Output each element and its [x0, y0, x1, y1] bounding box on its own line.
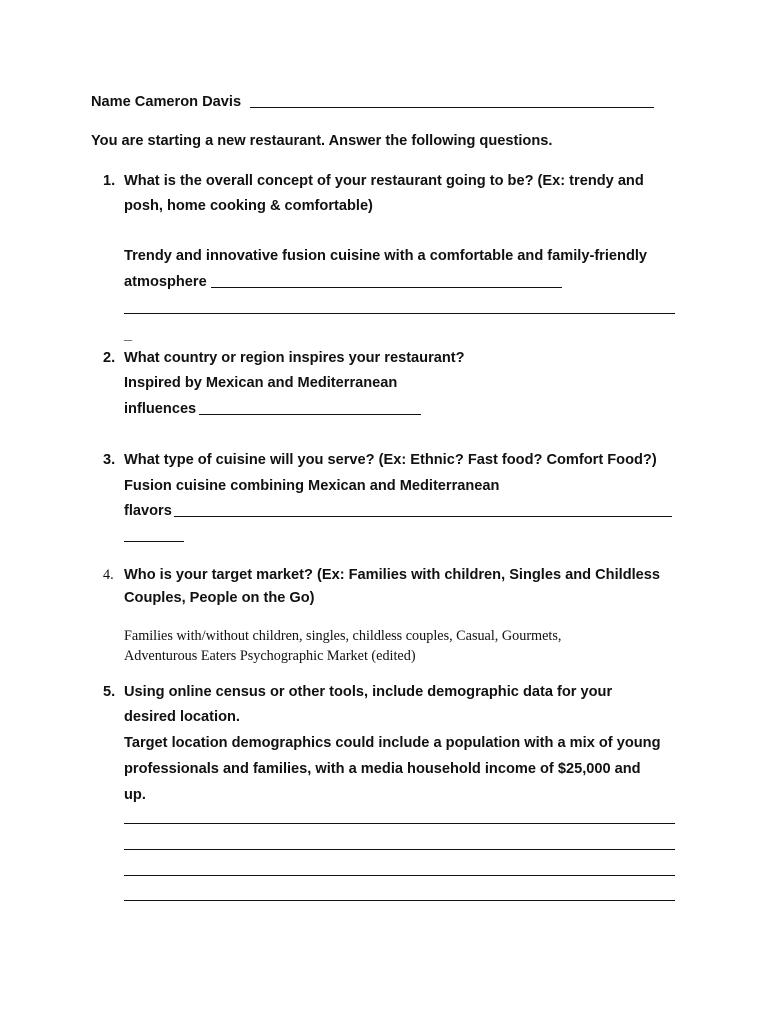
question-2-blank-line	[199, 414, 421, 415]
question-1-blank-line-b	[124, 313, 675, 314]
question-3-prompt-line-1: What type of cuisine will you serve? (Ex: Ethnic? Fast food? Comfort Food?)	[124, 452, 657, 468]
question-1-answer-line-1: Trendy and innovative fusion cuisine with a comfortable and family-friendly	[124, 248, 648, 264]
question-1-blank-line-a	[211, 287, 562, 288]
question-5-answer-line-2: professionals and families, with a media household income of $25,000 and	[124, 761, 641, 777]
question-3-answer-line-1: Fusion cuisine combining Mexican and Mediterranean	[124, 478, 500, 494]
question-5-blank-line-3	[124, 875, 675, 876]
question-5-blank-line-4	[124, 900, 675, 901]
question-5-prompt-line-2: desired location.	[124, 709, 240, 725]
question-4-answer-line-1: Families with/without children, singles, childless couples, Casual, Gourmets,	[124, 628, 562, 644]
question-2-prompt-line-1: What country or region inspires your restaurant?	[124, 350, 465, 366]
question-4-prompt-line-2: Couples, People on the Go)	[124, 590, 315, 606]
question-1-prompt-line-1: What is the overall concept of your restaurant going to be? (Ex: trendy and	[124, 173, 644, 189]
question-1-number: 1.	[103, 173, 116, 189]
question-4-prompt-line-1: Who is your target market? (Ex: Families with children, Singles and Childless	[124, 567, 661, 583]
intro-text: You are starting a new restaurant. Answer the following questions.	[91, 133, 553, 149]
question-1-answer-line-2: atmosphere	[124, 274, 207, 290]
question-3-answer-line-2: flavors	[124, 503, 172, 519]
question-5-number: 5.	[103, 684, 116, 700]
question-5-answer-line-1: Target location demographics could include a population with a mix of young	[124, 735, 661, 751]
question-1-prompt-line-2: posh, home cooking & comfortable)	[124, 198, 373, 214]
name-blank-line	[250, 107, 654, 108]
question-3-blank-line-a	[174, 516, 672, 517]
question-3-blank-line-b	[124, 541, 184, 542]
question-2-answer-line-2: influences	[124, 401, 197, 417]
question-5-answer-line-3: up.	[124, 787, 146, 803]
question-2-answer-line-1: Inspired by Mexican and Mediterranean	[124, 375, 398, 391]
name-label: Name Cameron Davis	[91, 94, 242, 110]
question-4-answer-line-2: Adventurous Eaters Psychographic Market (edited)	[124, 648, 416, 664]
question-1-trailing-mark: _	[124, 327, 133, 343]
question-5-blank-line-2	[124, 849, 675, 850]
question-3-number: 3.	[103, 452, 116, 468]
question-4-number: 4.	[103, 567, 114, 583]
question-2-number: 2.	[103, 350, 116, 366]
question-5-prompt-line-1: Using online census or other tools, include demographic data for your	[124, 684, 613, 700]
question-5-blank-line-1	[124, 823, 675, 824]
